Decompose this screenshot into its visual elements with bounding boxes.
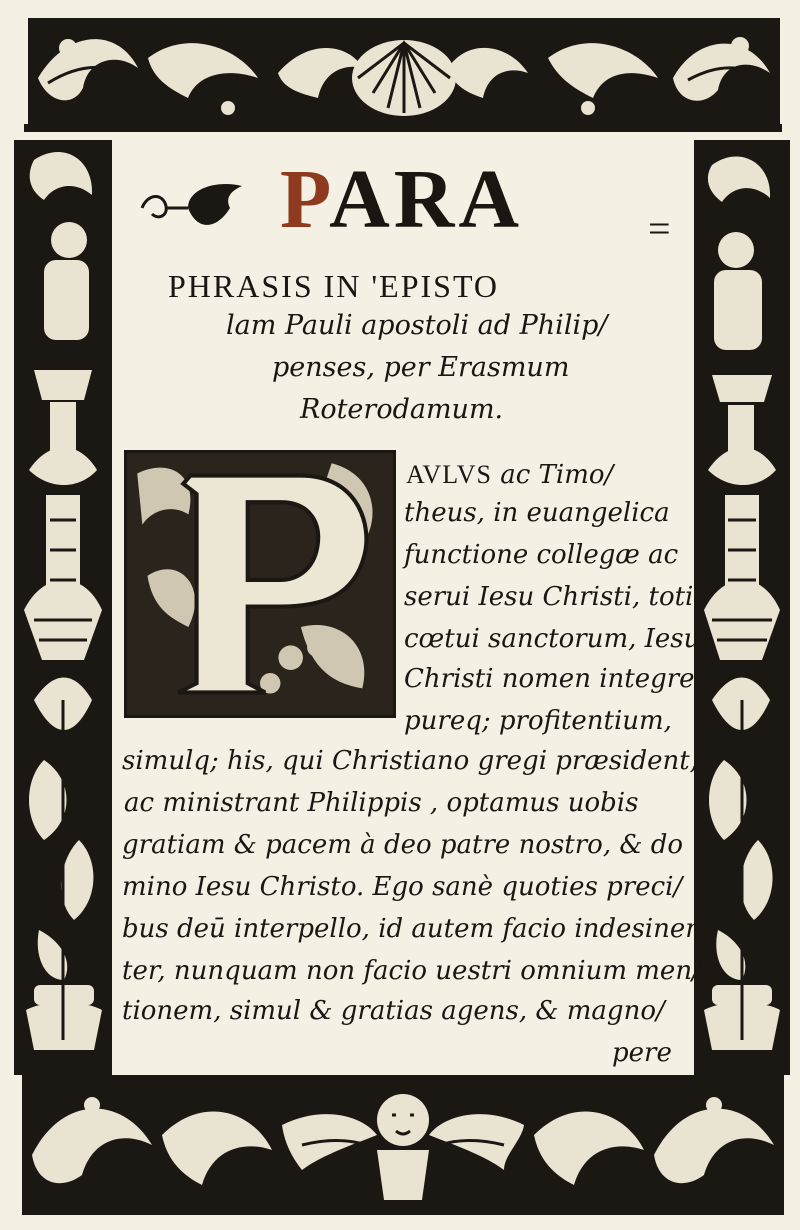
title-hyphen: = [648, 206, 671, 251]
title-word-rest: ARA [329, 153, 524, 246]
fleuron-icon [138, 178, 248, 238]
body-line-7: pureq; profitentium, [404, 706, 672, 736]
title-line-3: lam Pauli apostoli ad Philip/ [226, 310, 608, 341]
body-line-3: functione collegæ ac [404, 540, 679, 570]
scallop-shell-foliage-icon [28, 18, 780, 126]
bottom-border-woodcut [22, 1075, 784, 1215]
body-line-1 [406, 460, 613, 490]
body-line-10: gratiam & pacem à deo patre nostro, & do [122, 830, 684, 860]
title-word [280, 153, 524, 246]
top-border-woodcut [28, 18, 780, 126]
body-line-14: tionem, simul & gratias agens, & magno/ [122, 996, 665, 1026]
body-lead-word: AVLVS [406, 460, 492, 489]
left-border-woodcut [14, 140, 112, 1075]
title-line-5: Roterodamum. [300, 394, 504, 425]
letter-p-foliage-icon [127, 453, 393, 715]
body-line-1-rest: ac Timo/ [500, 460, 614, 490]
candelabra-column-icon [694, 140, 790, 1075]
body-line-13: ter, nunquam non facio uestri omnium men/ [122, 956, 701, 986]
winged-cherub-foliage-icon [22, 1075, 784, 1215]
title-line-4: penses, per Erasmum [272, 352, 570, 383]
candelabra-column-icon [14, 140, 112, 1075]
body-line-2: theus, in euangelica [404, 498, 670, 528]
body-line-9: ac ministrant Philippis , optamus uobis [124, 788, 639, 818]
body-line-4: serui Iesu Christi, toti [404, 582, 694, 612]
title-line-2: PHRASIS IN 'EPISTO [168, 268, 500, 304]
decorated-initial-p [124, 450, 396, 718]
body-line-6: Christi nomen integre [404, 664, 695, 694]
body-line-12: bus deū interpello, id autem facio indesinen [122, 914, 702, 944]
body-line-8: simulq; his, qui Christiano gregi præsident, [122, 746, 698, 776]
body-line-5: cœtui sanctorum, Iesu [404, 624, 701, 654]
top-rule [24, 124, 782, 132]
right-border-woodcut [694, 140, 790, 1075]
title-initial-rubric: P [280, 153, 330, 246]
body-line-11: mino Iesu Christo. Ego sanè quoties preci/ [122, 872, 683, 902]
body-line-15: pere [612, 1038, 672, 1068]
